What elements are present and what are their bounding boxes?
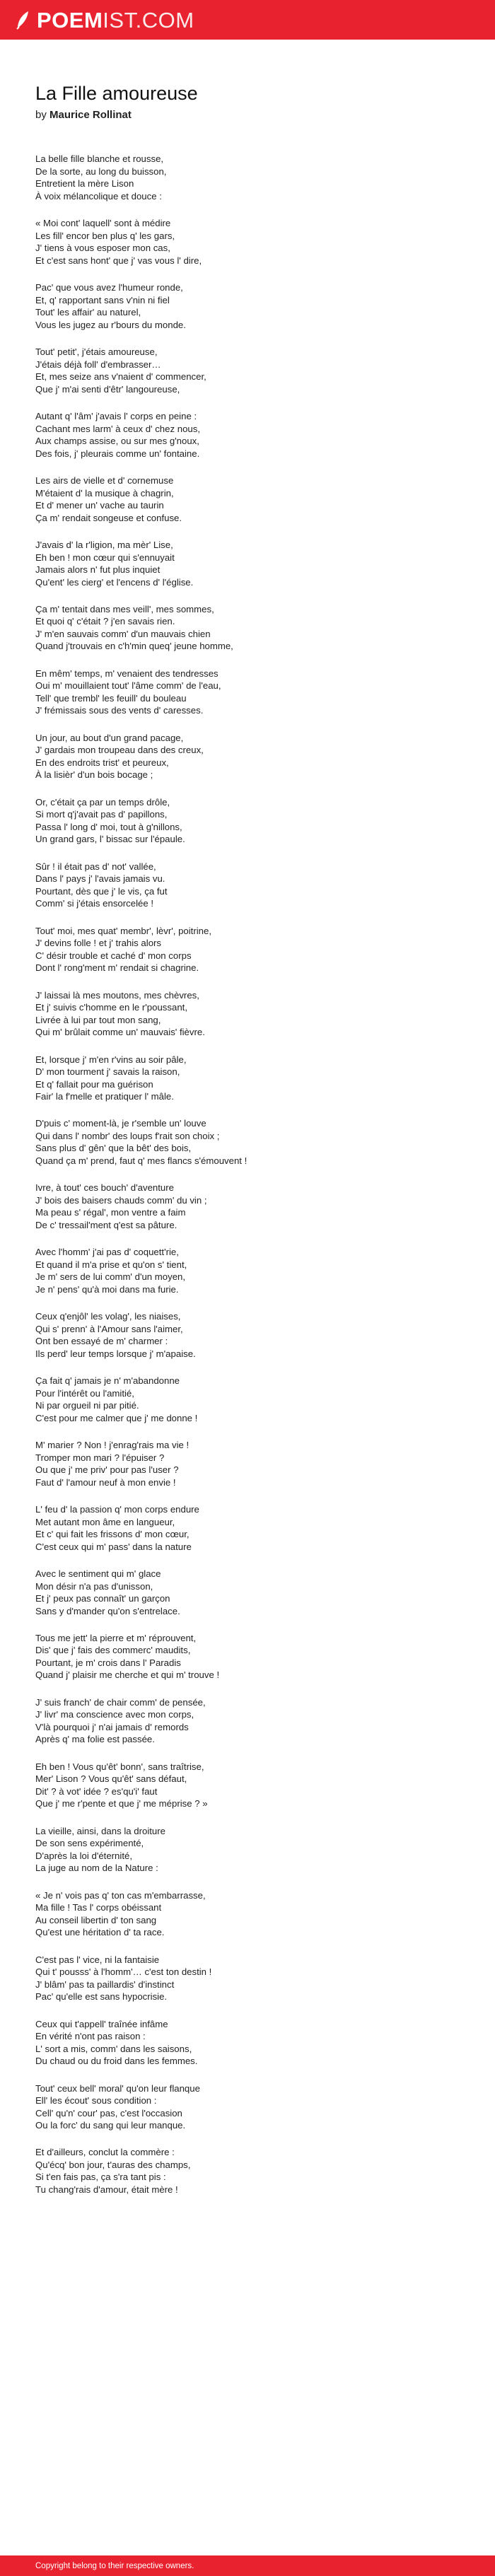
poem-line: Tell' que trembl' les feuill' du bouleau xyxy=(35,692,187,704)
poem-line: M' marier ? Non ! j'enrag'rais ma vie ! xyxy=(35,1440,190,1451)
poem-line: Que j' me r'pente et que j' me méprise ? » xyxy=(35,1798,208,1809)
poem-line: Ils perd' leur temps lorsque j' m'apaise. xyxy=(35,1348,196,1359)
poem-line: J'étais déjà foll' d'embrasser… xyxy=(35,359,161,370)
poem-line: En mêm' temps, m' venaient des tendresses xyxy=(35,668,219,679)
poem-line: C'est pour me calmer que j' me donne ! xyxy=(35,1412,198,1423)
stanza xyxy=(35,668,460,717)
poem-line: Et j' suivis c'homme en le r'poussant, xyxy=(35,1002,187,1013)
poem-line: Entretient la mère Lison xyxy=(35,178,134,190)
poem-line: Fair' la f'melle et pratiquer l' mâle. xyxy=(35,1091,174,1102)
poem-line: Après q' ma folie est passée. xyxy=(35,1734,155,1745)
stanza xyxy=(35,732,460,781)
poem-line: Tu chang'rais d'amour, était mère ! xyxy=(35,2184,178,2195)
stanza xyxy=(35,1568,460,1617)
stanza xyxy=(35,346,460,395)
poem-line: Pac' que vous avez l'humeur ronde, xyxy=(35,282,183,293)
stanza xyxy=(35,2082,460,2132)
poem-line: La belle fille blanche et rousse, xyxy=(35,153,164,165)
poem-line: D'après la loi d'éternité, xyxy=(35,1850,132,1861)
poem-line: Mon désir n'a pas d'unisson, xyxy=(35,1580,153,1592)
stanza xyxy=(35,1246,460,1295)
poem-line: Dont l' rong'ment m' rendait si chagrine. xyxy=(35,962,199,974)
site-logo[interactable] xyxy=(16,0,194,40)
site-wordmark-bold: POEM xyxy=(37,7,103,33)
poem-line: Aux champs assise, ou sur mes g'noux, xyxy=(35,436,199,447)
poem-line: Cell' qu'n' cour' pas, c'est l'occasion xyxy=(35,2107,182,2119)
poem-line: Ell' les écout' sous condition : xyxy=(35,2095,157,2106)
poem-content xyxy=(35,82,460,2210)
poem-line: J' livr' ma conscience avec mon corps, xyxy=(35,1709,194,1720)
poem-line: Eh ben ! mon cœur qui s'ennuyait xyxy=(35,552,175,563)
poem-line: Un grand gars, l' bissac sur l'épaule. xyxy=(35,834,185,845)
poem-line: Eh ben ! Vous qu'êt' bonn', sans traîtrise, xyxy=(35,1761,204,1772)
poem-line: Ça m' tentait dans mes veill', mes sommes, xyxy=(35,603,214,614)
stanza xyxy=(35,989,460,1039)
poem-line: « Je n' vois pas q' ton cas m'embarrasse, xyxy=(35,1889,206,1901)
poem-line: Oui m' mouillaient tout' l'âme comm' de l'eau, xyxy=(35,680,221,692)
poem-line: Des fois, j' pleurais comme un' fontaine. xyxy=(35,448,200,459)
poem-line: Si t'en fais pas, ça s'ra tant pis : xyxy=(35,2172,166,2183)
poem-line: Tout' petit', j'étais amoureuse, xyxy=(35,346,158,358)
poem-line: Qu'écq' bon jour, t'auras des champs, xyxy=(35,2159,191,2170)
stanza xyxy=(35,796,460,846)
footer-copyright: Copyright belong to their respective owners. xyxy=(35,2561,194,2570)
poem-line: Qu'est une héritation d' ta race. xyxy=(35,1927,165,1938)
poem-line: Quand ça m' prend, faut q' mes flancs s'émouvent ! xyxy=(35,1155,248,1166)
poem-line: Un jour, au bout d'un grand pacage, xyxy=(35,732,184,743)
stanza xyxy=(35,1954,460,2003)
poem-line: Cachant mes larm' à ceux d' chez nous, xyxy=(35,423,200,434)
poem-line: Ceux qui t'appell' traînée infâme xyxy=(35,2018,168,2029)
poem-line: Ont ben essayé de m' charmer : xyxy=(35,1336,168,1347)
poem-line: Tout' ceux bell' moral' qu'on leur flanque xyxy=(35,2082,200,2094)
poem-line: Et d' mener un' vache au taurin xyxy=(35,500,164,511)
poem-line: Ou que j' me priv' pour pas l'user ? xyxy=(35,1464,179,1476)
stanza xyxy=(35,2018,460,2068)
poem-line: Avec le sentiment qui m' glace xyxy=(35,1568,161,1580)
poem-line: Ou la forc' du sang qui leur manque. xyxy=(35,2120,186,2131)
poem-line: En vérité n'ont pas raison : xyxy=(35,2031,146,2042)
poem-line: J' blâm' pas ta paillardis' d'instinct xyxy=(35,1978,175,1990)
poem-line: Sans plus d' gên' que la bêt' des bois, xyxy=(35,1143,192,1154)
poem-line: Qui dans l' nombr' des loups f'rait son choix ; xyxy=(35,1130,220,1141)
poem-line: Les airs de vielle et d' cornemuse xyxy=(35,475,174,486)
site-footer xyxy=(0,2555,495,2576)
stanza xyxy=(35,1761,460,1810)
poem-line: Pourtant, dès que j' le vis, ça fut xyxy=(35,885,168,897)
poem-line: Qu'ent' les cierg' et l'encens d' l'église. xyxy=(35,576,194,588)
poem-line: Et quand il m'a prise et qu'on s' tient, xyxy=(35,1259,187,1270)
poem-line: V'là pourquoi j' n'ai jamais d' remords xyxy=(35,1721,189,1732)
stanza xyxy=(35,603,460,653)
stanza xyxy=(35,1117,460,1167)
poem-line: J' gardais mon troupeau dans des creux, xyxy=(35,745,204,756)
poem-line: « Moi cont' laquell' sont à médire xyxy=(35,218,171,229)
poem-line: Qui m' brûlait comme un' mauvais' fièvre. xyxy=(35,1027,205,1038)
poem-line: L' sort a mis, comm' dans les saisons, xyxy=(35,2043,192,2054)
poem-line: Sûr ! il était pas d' not' vallée, xyxy=(35,861,156,872)
poem-line: Et j' peux pas connaît' un garçon xyxy=(35,1593,170,1604)
poem-line: M'étaient d' la musique à chagrin, xyxy=(35,487,174,499)
poem-title: La Fille amoureuse xyxy=(35,83,198,104)
poem-line: La vieille, ainsi, dans la droiture xyxy=(35,1825,165,1836)
site-wordmark xyxy=(37,9,194,31)
poem-line: J' devins folle ! et j' trahis alors xyxy=(35,938,162,949)
poem-line: Que j' m'ai senti d'êtr' langoureuse, xyxy=(35,383,180,395)
poem-line: Passa l' long d' moi, tout à g'nillons, xyxy=(35,821,182,832)
poem-line: Dis' que j' fais des commerc' maudits, xyxy=(35,1645,191,1656)
stanza xyxy=(35,474,460,524)
poem-line: À la lisièr' d'un bois bocage ; xyxy=(35,769,153,781)
poem-line: Ma fille ! Tas l' corps obéissant xyxy=(35,1902,162,1913)
poem-line: Et quoi q' c'était ? j'en savais rien. xyxy=(35,616,175,627)
poem-line: De la sorte, au long du buisson, xyxy=(35,165,167,177)
stanza xyxy=(35,153,460,202)
poem-line: Pour l'intérêt ou l'amitié, xyxy=(35,1387,134,1399)
poem-line: C'est ceux qui m' pass' dans la nature xyxy=(35,1541,192,1552)
by-label: by xyxy=(35,109,47,122)
poem-line: Et, lorsque j' m'en r'vins au soir pâle, xyxy=(35,1054,187,1065)
poem-line: Je n' pens' qu'à moi dans ma furie. xyxy=(35,1283,179,1295)
poem-byline xyxy=(35,109,460,122)
poem-line: Et, q' rapportant sans v'nin ni fiel xyxy=(35,294,170,305)
poem-line: Dit' ? à vot' idée ? es'qu'i' faut xyxy=(35,1785,158,1797)
poem-line: Livrée à lui par tout mon sang, xyxy=(35,1014,161,1025)
poem-line: Quand j'trouvais en c'h'min queq' jeune homme, xyxy=(35,641,233,652)
poem-line: Avec l'homm' j'ai pas d' coquett'rie, xyxy=(35,1247,179,1258)
poem-line: Autant q' l'âm' j'avais l' corps en peine : xyxy=(35,411,197,422)
quill-pen-icon xyxy=(16,10,31,30)
poem-line: Quand j' plaisir me cherche et qui m' trouve ! xyxy=(35,1669,220,1681)
stanza xyxy=(35,217,460,267)
poem-line: Au conseil libertin d' ton sang xyxy=(35,1914,157,1925)
poem-body xyxy=(35,153,460,2196)
poem-line: Tous me jett' la pierre et m' réprouvent, xyxy=(35,1632,197,1643)
poem-line: J' bois des baisers chauds comm' du vin ; xyxy=(35,1194,207,1206)
poem-line: La juge au nom de la Nature : xyxy=(35,1863,158,1874)
poem-line: Ma peau s' régal', mon ventre a faim xyxy=(35,1207,186,1218)
stanza xyxy=(35,1825,460,1875)
poem-line: J' suis franch' de chair comm' de pensée, xyxy=(35,1696,206,1708)
poem-line: À voix mélancolique et douce : xyxy=(35,190,162,202)
poem-line: Du chaud ou du froid dans les femmes. xyxy=(35,2056,198,2067)
poem-line: D' mon tourment j' savais la raison, xyxy=(35,1066,180,1078)
poem-line: Ni par orgueil ni par pitié. xyxy=(35,1400,139,1411)
author-name[interactable]: Maurice Rollinat xyxy=(50,109,132,122)
poem-line: C'est pas l' vice, ni la fantaisie xyxy=(35,1954,160,1965)
poem-line: Vous les jugez au r'bours du monde. xyxy=(35,319,186,330)
poem-line: Je m' sers de lui comm' d'un moyen, xyxy=(35,1271,186,1283)
poem-line: Comm' si j'étais ensorcelée ! xyxy=(35,898,154,909)
poem-line: Et c'est sans hont' que j' vas vous l' dire, xyxy=(35,255,202,266)
stanza xyxy=(35,1503,460,1553)
poem-line: Mer' Lison ? Vous qu'êt' sans défaut, xyxy=(35,1773,187,1785)
stanza xyxy=(35,1889,460,1939)
poem-line: L' feu d' la passion q' mon corps endure xyxy=(35,1504,199,1515)
poem-line: Si mort q'j'avait pas d' papillons, xyxy=(35,809,168,820)
poem-line: Ceux q'enjôl' les volag', les niaises, xyxy=(35,1311,181,1322)
stanza xyxy=(35,925,460,974)
poem-line: Ivre, à tout' ces bouch' d'aventure xyxy=(35,1182,174,1194)
stanza xyxy=(35,1054,460,1103)
poem-line: Pourtant, je m' crois dans l' Paradis xyxy=(35,1657,181,1668)
poem-line: J' laissai là mes moutons, mes chèvres, xyxy=(35,989,199,1001)
poem-line: J' m'en sauvais comm' d'un mauvais chien xyxy=(35,628,211,639)
stanza xyxy=(35,1375,460,1424)
stanza xyxy=(35,1696,460,1746)
poem-line: De son sens expérimenté, xyxy=(35,1838,144,1849)
poem-line: Ça fait q' jamais je n' m'abandonne xyxy=(35,1375,180,1387)
poem-line: Tout' moi, mes quat' membr', lèvr', poitrine, xyxy=(35,925,211,936)
poem-line: Ça m' rendait songeuse et confuse. xyxy=(35,512,182,523)
stanza xyxy=(35,410,460,460)
poem-line: J'avais d' la r'ligion, ma mèr' Lise, xyxy=(35,540,173,551)
poem-line: Tromper mon mari ? l'épuiser ? xyxy=(35,1452,165,1463)
stanza xyxy=(35,539,460,588)
poem-line: J' tiens à vous esposer mon cas, xyxy=(35,243,170,254)
poem-line: Sans y d'mander qu'on s'entrelace. xyxy=(35,1605,180,1616)
poem-line: De c' tressail'ment q'est sa pâture. xyxy=(35,1219,177,1230)
poem-line: Jamais alors n' fut plus inquiet xyxy=(35,564,161,576)
stanza xyxy=(35,281,460,331)
stanza xyxy=(35,1182,460,1231)
poem-line: D'puis c' moment-là, je r'semble un' louve xyxy=(35,1118,206,1129)
poem-line: C' désir trouble et caché d' mon corps xyxy=(35,950,192,961)
poem-line: En des endroits trist' et peureux, xyxy=(35,757,169,768)
stanza xyxy=(35,1632,460,1682)
poem-line: Pac' qu'elle est sans hypocrisie. xyxy=(35,1991,168,2003)
site-wordmark-light: IST.COM xyxy=(103,7,194,33)
stanza xyxy=(35,861,460,910)
poem-line: Faut d' l'amour neuf à mon envie ! xyxy=(35,1476,176,1488)
poem-line: Et d'ailleurs, conclut la commère : xyxy=(35,2147,175,2158)
poem-line: Or, c'était ça par un temps drôle, xyxy=(35,796,170,808)
poem-line: Et q' fallait pour ma guérison xyxy=(35,1078,153,1090)
stanza xyxy=(35,1439,460,1488)
poem-line: Et c' qui fait les frissons d' mon cœur, xyxy=(35,1529,190,1540)
poem-line: J' frémissais sous des vents d' caresses. xyxy=(35,705,204,716)
poem-line: Les fill' encor ben plus q' les gars, xyxy=(35,230,175,241)
poem-line: Dans l' pays j' l'avais jamais vu. xyxy=(35,873,165,885)
poem-line: Qui s' prenn' à l'Amour sans l'aimer, xyxy=(35,1323,183,1334)
poem-line: Met autant mon âme en langueur, xyxy=(35,1516,175,1527)
site-header xyxy=(0,0,495,40)
poem-line: Tout' les affair' au naturel, xyxy=(35,307,141,318)
stanza xyxy=(35,1310,460,1360)
poem-line: Qui t' pousss' à l'homm'… c'est ton destin ! xyxy=(35,1966,212,1978)
poem-line: Et, mes seize ans v'naient d' commencer, xyxy=(35,371,206,383)
stanza xyxy=(35,2146,460,2196)
